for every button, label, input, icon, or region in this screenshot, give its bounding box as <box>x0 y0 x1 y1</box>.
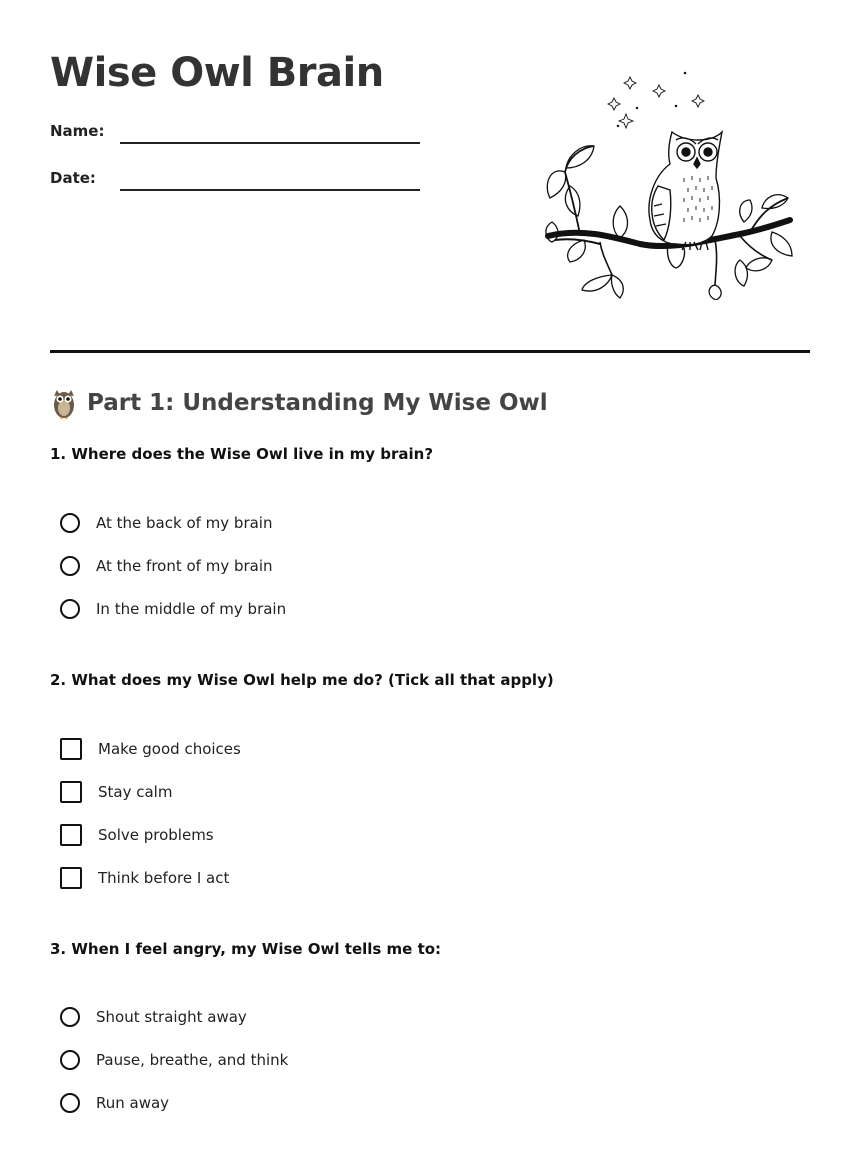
option-label: Pause, breathe, and think <box>96 1051 289 1069</box>
owl-on-branch-illustration <box>540 60 800 300</box>
option-label: Run away <box>96 1094 170 1112</box>
option-label: Shout straight away <box>96 1008 247 1026</box>
section-title-text: Part 1: Understanding My Wise Owl <box>87 390 548 416</box>
name-label: Name: <box>50 122 105 140</box>
question-2: 2. What does my Wise Owl help me do? (Tick all that apply) <box>50 671 554 689</box>
option-label: Solve problems <box>98 826 214 844</box>
question-1: 1. Where does the Wise Owl live in my brain? <box>50 445 434 463</box>
owl-icon <box>50 387 78 419</box>
radio-button[interactable] <box>60 513 80 533</box>
name-input-line[interactable] <box>120 142 420 144</box>
q3-option-run-away[interactable] <box>60 1090 169 1116</box>
checkbox[interactable] <box>60 867 82 889</box>
checkbox[interactable] <box>60 738 82 760</box>
radio-button[interactable] <box>60 556 80 576</box>
q2-option-solve-problems[interactable] <box>60 822 214 848</box>
q1-option-front[interactable] <box>60 553 273 579</box>
option-label: Think before I act <box>98 869 230 887</box>
question-3: 3. When I feel angry, my Wise Owl tells me to: <box>50 940 442 958</box>
checkbox[interactable] <box>60 824 82 846</box>
option-label: In the middle of my brain <box>96 600 287 618</box>
q3-option-pause[interactable] <box>60 1047 288 1073</box>
checkbox[interactable] <box>60 781 82 803</box>
name-field <box>50 118 430 148</box>
q3-option-shout[interactable] <box>60 1004 247 1030</box>
option-label: Make good choices <box>98 740 241 758</box>
page-title: Wise Owl Brain <box>50 50 384 96</box>
section-title <box>50 387 548 419</box>
q1-option-middle[interactable] <box>60 596 286 622</box>
radio-button[interactable] <box>60 1050 80 1070</box>
q2-option-good-choices[interactable] <box>60 736 241 762</box>
q2-option-stay-calm[interactable] <box>60 779 172 805</box>
date-label: Date: <box>50 169 96 187</box>
radio-button[interactable] <box>60 599 80 619</box>
sparkles-icon <box>608 72 704 128</box>
q2-option-think-before[interactable] <box>60 865 229 891</box>
option-label: At the back of my brain <box>96 514 273 532</box>
q1-option-back[interactable] <box>60 510 272 536</box>
radio-button[interactable] <box>60 1093 80 1113</box>
option-label: At the front of my brain <box>96 557 273 575</box>
option-label: Stay calm <box>98 783 173 801</box>
header-divider <box>50 350 810 353</box>
date-field <box>50 165 430 195</box>
date-input-line[interactable] <box>120 189 420 191</box>
radio-button[interactable] <box>60 1007 80 1027</box>
